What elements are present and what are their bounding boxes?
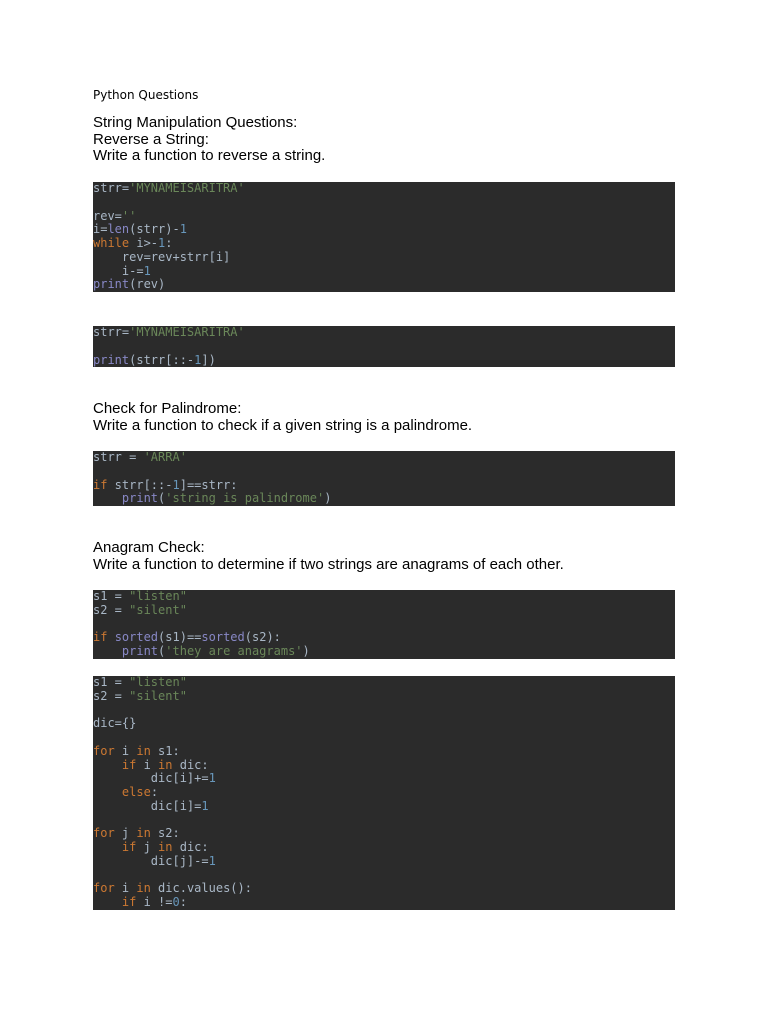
code-token: ( [158, 491, 166, 506]
code-line [93, 731, 675, 745]
code-token [93, 840, 122, 854]
code-token: strr[::- [107, 477, 173, 492]
code-token: i [136, 757, 159, 772]
code-line [93, 745, 675, 759]
code-line [93, 590, 675, 604]
code-token: print [93, 277, 130, 292]
code-block-anagram-sorted [93, 590, 675, 659]
document-title: Python Questions [93, 88, 199, 102]
code-token: dic[j]-= [93, 853, 209, 868]
code-line [93, 182, 675, 196]
code-token: in [158, 840, 173, 854]
code-token: for [93, 743, 115, 758]
code-token: ) [302, 644, 310, 658]
code-token: if [121, 757, 137, 772]
code-line [93, 223, 675, 237]
code-token: s2 = [93, 602, 130, 617]
code-token [107, 630, 114, 644]
code-token: (strr[::- [129, 352, 195, 367]
code-token: "silent" [129, 688, 187, 703]
code-token: strr = [93, 451, 144, 464]
code-token: : [150, 785, 159, 799]
code-line [93, 759, 675, 773]
code-line [93, 841, 675, 855]
code-line [93, 251, 675, 265]
code-token: if [121, 840, 137, 854]
code-block-palindrome [93, 451, 675, 506]
code-token: if [121, 895, 137, 909]
code-line [93, 618, 675, 632]
code-token [93, 644, 122, 658]
code-line [93, 869, 675, 883]
code-line [93, 492, 675, 506]
code-token: j [136, 840, 159, 854]
code-token: 'they are anagrams' [165, 644, 303, 658]
code-token: 'string is palindrome' [165, 491, 325, 506]
code-token: 0 [172, 895, 180, 909]
code-line [93, 827, 675, 841]
code-block-reverse-loop [93, 182, 675, 292]
code-token: 1 [208, 771, 216, 786]
code-token: '' [121, 208, 137, 223]
code-line [93, 465, 675, 479]
code-line [93, 855, 675, 869]
code-token: i= [93, 222, 108, 237]
code-token [93, 758, 122, 772]
code-token: "silent" [129, 602, 187, 617]
code-line [93, 800, 675, 814]
code-line [93, 676, 675, 690]
code-token: 'ARRA' [143, 451, 187, 464]
section-heading: String Manipulation Questions: [93, 114, 298, 131]
code-token: i [114, 881, 137, 896]
code-token: dic[i]+= [93, 771, 209, 786]
code-line [93, 631, 675, 645]
code-line [93, 717, 675, 731]
code-token [93, 895, 122, 909]
code-token: ]) [201, 352, 216, 367]
code-token: dic: [172, 757, 209, 772]
question-description: Write a function to determine if two strings are anagrams of each other. [93, 555, 564, 573]
code-line [93, 265, 675, 279]
code-token: 1 [179, 222, 187, 237]
code-line [93, 326, 675, 340]
code-token: rev=rev+strr[i] [93, 249, 231, 264]
code-token: (strr)- [129, 222, 180, 237]
code-line [93, 451, 675, 465]
code-token: (rev) [129, 277, 166, 292]
code-line [93, 196, 675, 210]
code-token: 1 [194, 352, 202, 367]
code-token: 1 [201, 798, 209, 813]
code-line [93, 645, 675, 659]
section-palindrome [93, 401, 472, 434]
question-title: Anagram Check: [93, 539, 205, 556]
code-token: dic: [172, 840, 209, 854]
code-token: if [93, 477, 108, 492]
code-token: sorted [201, 630, 245, 645]
code-token: s1 = [93, 676, 130, 689]
code-token: dic={} [93, 716, 137, 731]
question-description: Write a function to reverse a string. [93, 147, 326, 164]
code-token: 1 [208, 853, 216, 868]
code-token: s2 = [93, 688, 130, 703]
code-block-reverse-slice [93, 326, 675, 367]
code-token: for [93, 881, 115, 896]
code-token: dic[i]= [93, 798, 202, 813]
code-token: if [93, 630, 108, 645]
code-line [93, 237, 675, 251]
code-token: in [158, 757, 173, 772]
code-token: len [107, 222, 130, 237]
code-token: s2: [150, 826, 180, 841]
code-line [93, 704, 675, 718]
code-line [93, 479, 675, 493]
code-token: s1: [150, 743, 180, 758]
code-block-anagram-dict [93, 676, 675, 910]
code-token [93, 491, 122, 505]
code-token: strr= [93, 182, 130, 195]
code-line [93, 896, 675, 910]
code-token: i [114, 743, 137, 758]
code-token: "listen" [129, 676, 187, 689]
code-line [93, 340, 675, 354]
code-line [93, 278, 675, 292]
code-token: i>- [129, 236, 159, 250]
code-line [93, 354, 675, 368]
code-token: ]==strr: [179, 477, 238, 492]
code-token: 1 [158, 236, 166, 250]
code-token: 'MYNAMEISARITRA' [129, 182, 245, 195]
code-line [93, 786, 675, 800]
code-token: strr= [93, 326, 130, 339]
code-line [93, 772, 675, 786]
code-token: in [136, 881, 151, 896]
code-token: i-= [93, 263, 144, 278]
question-description: Write a function to check if a given string is a palindrome. [93, 416, 473, 434]
code-line [93, 814, 675, 828]
code-token: print [121, 491, 159, 506]
code-token: dic.values(): [150, 881, 252, 896]
code-token: in [136, 826, 151, 841]
code-token: : [179, 895, 187, 909]
code-token: 1 [172, 477, 180, 492]
question-title: Check for Palindrome: [93, 400, 242, 417]
code-token: print [93, 352, 130, 367]
code-token: (s1)== [158, 630, 202, 645]
section-reverse-string [93, 115, 325, 165]
code-line [93, 604, 675, 618]
code-token: 'MYNAMEISARITRA' [129, 326, 245, 339]
code-token: ) [324, 491, 332, 506]
code-token: s1 = [93, 590, 130, 603]
code-token: in [136, 743, 151, 758]
code-token: for [93, 826, 115, 841]
code-line [93, 210, 675, 224]
code-token: else [121, 785, 151, 799]
code-token [93, 785, 122, 799]
code-token: rev= [93, 208, 122, 223]
code-token: : [165, 236, 173, 250]
code-token: j [114, 826, 137, 841]
code-token: sorted [114, 630, 159, 645]
code-token: i != [136, 895, 173, 909]
code-token: print [121, 644, 159, 658]
code-token: "listen" [129, 590, 187, 603]
code-line [93, 882, 675, 896]
code-token: ( [158, 644, 166, 658]
question-title: Reverse a String: [93, 130, 209, 148]
code-line [93, 690, 675, 704]
code-token: 1 [143, 263, 151, 278]
code-token: (s2): [244, 630, 281, 645]
code-token: while [93, 236, 130, 250]
section-anagram [93, 540, 564, 573]
